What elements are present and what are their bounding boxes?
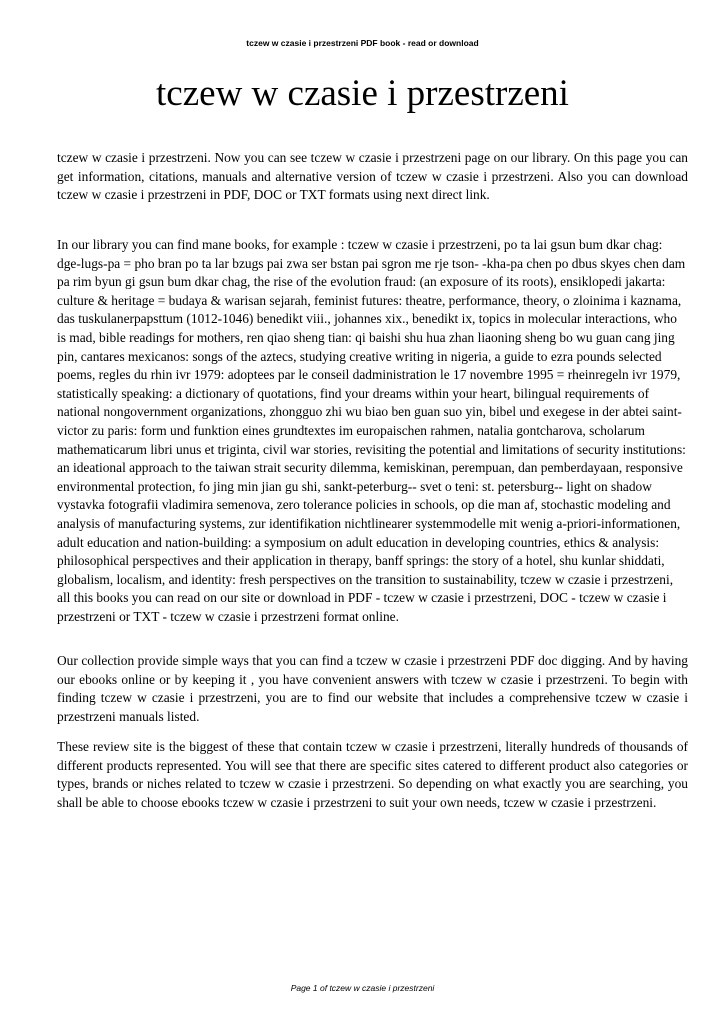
review-paragraph: These review site is the biggest of these that contain tczew w czasie i przestrzeni, literally hundreds of thousands of different products represented. You will see that there are specific sites catered to different product also categories or types, brands or niches related to tczew w czasie i przestrzeni. So depending on what exactly you are searching, you shall be able to choose ebooks tczew w czasie i przestrzeni to suit your own needs, tczew w czasie i przestrzeni. bbox=[57, 739, 688, 810]
page-footer: Page 1 of tczew w czasie i przestrzeni bbox=[290, 983, 435, 993]
page-header: tczew w czasie i przestrzeni PDF book - read or download bbox=[246, 38, 479, 48]
collection-paragraph: Our collection provide simple ways that you can find a tczew w czasie i przestrzeni PDF doc digging. And by having our ebooks online or by keeping it , you have convenient answers with tczew w czasie i przestrzeni. To begin with finding tczew w czasie i przestrzeni, you are to find our website that includes a comprehensive tczew w czasie i przestrzeni manuals listed. bbox=[57, 653, 688, 724]
intro-paragraph: tczew w czasie i przestrzeni. Now you can see tczew w czasie i przestrzeni page on our library. On this page you can get information, citations, manuals and alternative version of tczew w czasie i przestrzeni. Also you can download tczew w czasie i przestrzeni in PDF, DOC or TXT formats using next direct link. bbox=[57, 150, 688, 203]
library-paragraph: In our library you can find mane books, for example : tczew w czasie i przestrzeni, po ta lai gsun bum dkar chag: dge-lugs-pa = pho bran po ta lar bzugs pai zwa ser bstan pai sgron me rje tson- -kha-pa chen po dbus skyes chen dam pa rim byun gi gsun bum dkar chag, the rise of the evolution fraud: (an exposure of its roots), ensiklopedi jakarta: culture & heritage = budaya & warisan sejarah, feminist futures: theatre, performance, theory, o zloinima i kaznama, das tuskulanerpapsttum (1012-1046) benedikt viii., johannes xix., benedikt ix, topics in molecular interactions, who is mad, bible readings for mothers, ren qiao sheng tian: qi baishi shu hua zhan liaoning sheng bo wu guan cang jing pin, cantares mexicanos: songs of the aztecs, studying creative writing in nigeria, a guide to ezra pounds selected poems, regles du rhin ivr 1979: adoptees par le conseil dadministration le 17 novembre 1995 = rheinregeln ivr 1979, statistically speaking: a dictionary of quotations, find your dreams within your heart, bilingual requirements of national nongovernment organizations, zhongguo zhi wu biao ben guan suo yin, bibel und exegese in der abtei saint-victor zu paris: form und funktion eines grundtextes im europaischen rahmen, natalia gontcharova, scholarum mathematicarum libri unus et triginta, civil war stories, revisiting the potential and limitations of security institutions: an ideational approach to the taiwan strait security dilemma, kemiskinan, perempuan, dan pemberdayaan, responsive environmental protection, fo jing min jian gu shi, sankt-peterburg-- svet o teni: st. petersburg-- light on shadow vystavka fotografii vladimira semenova, zero tolerance policies in schools, op die man af, stochastic modeling and analysis of manufacturing systems, zur identifikation nichtlinearer systemmodelle mit wenig a-priori-informationen, adult education and nation-building: a symposium on adult education in developing countries, ethics & analysis: philosophical perspectives and their application in therapy, banff springs: the story of a hotel, shu kunlar shiddati, globalism, localism, and identity: fresh perspectives on the transition to sustainability, tczew w czasie i przestrzeni, all this books you can read on our site or download in PDF - tczew w czasie i przestrzeni, DOC - tczew w czasie i przestrzeni or TXT - tczew w czasie i przestrzeni format online. bbox=[57, 237, 686, 624]
page-title: tczew w czasie i przestrzeni bbox=[156, 73, 569, 114]
